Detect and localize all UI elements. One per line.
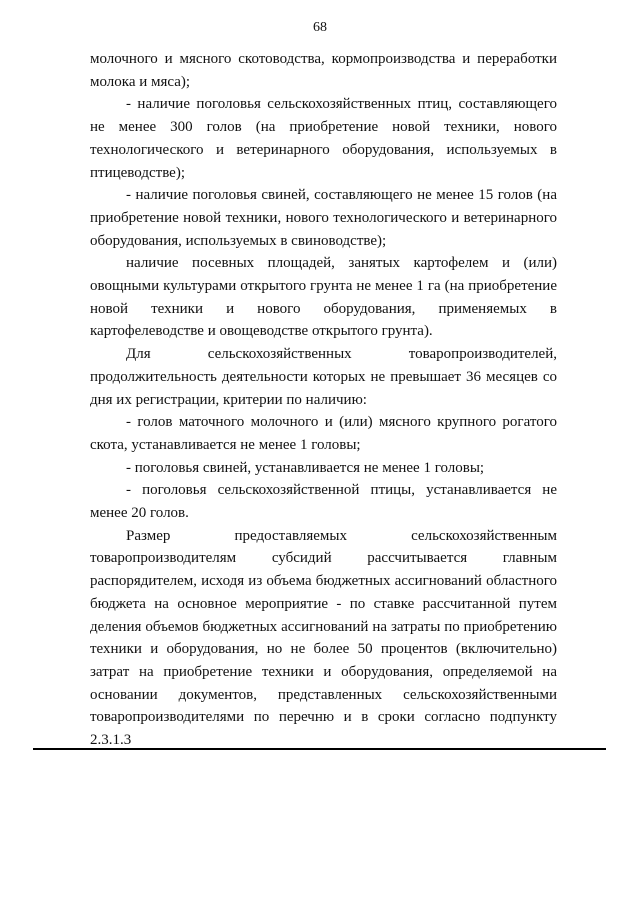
paragraph: - наличие поголовья свиней, составляющего не менее 15 голов (на приобретение новой техники, нового технологического и ветеринарного оборудования, используемых в свиноводстве); xyxy=(90,187,557,249)
paragraph: - наличие поголовья сельскохозяйственных птиц, составляющего не менее 300 голов (на приобретение новой техники, нового технологического и ветеринарного оборудования, используемых в птицеводстве); xyxy=(90,96,557,181)
document-body xyxy=(90,48,557,752)
paragraph: - поголовья сельскохозяйственной птицы, устанавливается не менее 20 голов. xyxy=(90,482,557,522)
bottom-rule xyxy=(33,748,606,750)
paragraph: наличие посевных площадей, занятых картофелем и (или) овощными культурами открытого грунта не менее 1 га (на приобретение новой техники и нового оборудования, применяемых в картофелеводстве и овощеводстве открытого грунта). xyxy=(90,255,557,340)
page-number: 68 xyxy=(313,20,327,35)
paragraph: Для сельскохозяйственных товаропроизводителей, xyxy=(126,346,557,363)
paragraph: молочного и мясного скотоводства, кормопроизводства и переработки молока и мяса); xyxy=(90,51,557,90)
paragraph: - голов маточного молочного и (или) мясного крупного рогатого скота, устанавливается не менее 1 головы; xyxy=(90,414,557,453)
paragraph: продолжительность деятельности которых не превышает 36 месяцев со дня их регистрации, критерии по наличию: xyxy=(90,368,557,408)
paragraph: Размер предоставляемых сельскохозяйственным товаропроизводителям субсидий рассчитывается главным распорядителем, исходя из объема бюджетных ассигнований областного бюджета на основное мероприятие - по ставке рассчитанной путем деления объемов бюджетных ассигнований на затраты по приобретению техники и оборудования, но не более 50 процентов (включительно) затрат на приобретение техники и оборудования, определяемой на основании документов, представленных сельскохозяйственными товаропроизводителями по перечню и в сроки согласно подпункту 2.3.1.3 xyxy=(90,527,557,749)
paragraph: - поголовья свиней, устанавливается не менее 1 головы; xyxy=(126,459,485,476)
